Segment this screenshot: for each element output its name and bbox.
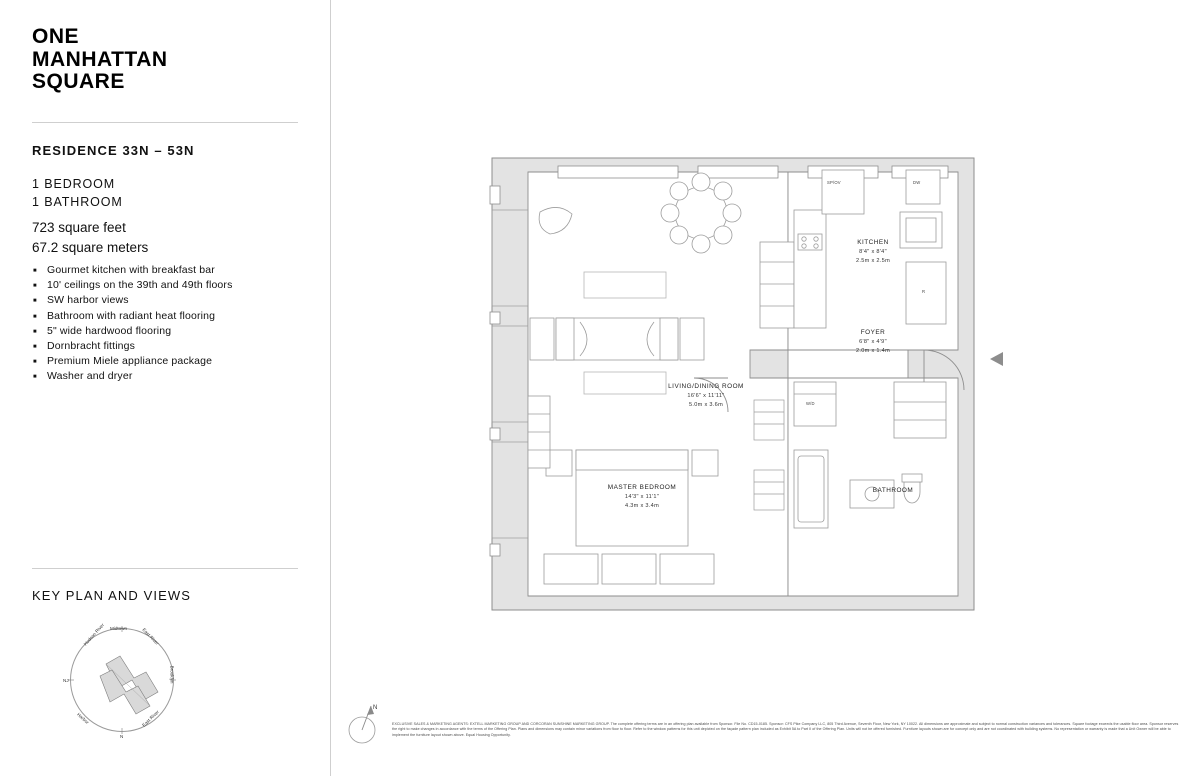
list-item: ■ Premium Miele appliance package — [33, 354, 313, 369]
floor-plan — [488, 150, 988, 612]
floor-plan-svg — [488, 150, 988, 612]
legal-disclaimer: EXCLUSIVE SALES & MARKETING AGENTS: EXTELL MARKETING GROUP AND CORCORAN SUNSHINE MARKETING GROUP. The complete offering terms are in an offering plan available from Sponsor. File No. CD15-0185. Sponsor: CFS Pike Company LLC, 805 Third Avenue, Seventh Floor, New York, NY 10022. All dimensions are approximate and subject to normal construction variances and tolerances. Square footage exceeds the usable floor area. Sponsor reserves the right to make changes in accordance with the terms of the Offering Plan. Plans and dimensions may contain minor variations from floor to floor. Refer to the window patterns for this unit depicted on the façade pattern plan included as Exhibit 5A to Part II of the Offering Plan. Units will not be offered furnished. Furniture layouts shown are for concept only and are not coordinated with building systems. No representation or warranty is made that a Unit Owner will be able to implement the furniture layout shown above. Equal Housing Opportunity. — [392, 722, 1179, 737]
feature-list — [33, 263, 313, 385]
brand-logo — [32, 26, 168, 94]
keyplan-label-midtown: Midtown — [110, 626, 128, 631]
info-panel — [0, 0, 330, 776]
appliance-label-washer-dryer: W/D — [806, 401, 815, 406]
divider-bottom — [32, 568, 298, 569]
entry-direction-arrow — [990, 352, 1003, 366]
room-label-foyer: FOYER 6'8" x 4'9" 2.0m x 1.4m — [855, 329, 891, 354]
list-item: ■ 5" wide hardwood flooring — [33, 324, 313, 339]
panel-divider — [330, 0, 331, 776]
list-item: ■ Gourmet kitchen with breakfast bar — [33, 263, 313, 278]
north-label: N — [373, 705, 378, 711]
north-arrow-svg — [345, 700, 385, 746]
keyplan-label-nj: NJ — [63, 678, 69, 683]
keyplan-svg — [60, 620, 184, 744]
bedroom-count: 1 BEDROOM — [32, 177, 116, 191]
appliance-label-refrigerator: R — [922, 289, 926, 294]
keyplan-diagram — [60, 620, 180, 740]
keyplan-label-east-river-bottom: East River — [141, 709, 160, 728]
bathroom-count: 1 BATHROOM — [32, 195, 123, 210]
room-label-bathroom: BATHROOM — [872, 487, 914, 494]
divider-top — [32, 122, 298, 123]
north-arrow — [345, 700, 385, 746]
list-item: ■ 10' ceilings on the 39th and 49th floors — [33, 278, 313, 293]
keyplan-title: KEY PLAN AND VIEWS — [32, 588, 191, 603]
list-item: ■ Bathroom with radiant heat flooring — [33, 309, 313, 324]
room-label-master-bedroom: MASTER BEDROOM 14'3" x 11'1" 4.3m x 3.4m — [607, 484, 677, 509]
room-label-kitchen: KITCHEN 8'4" x 8'4" 2.5m x 2.5m — [855, 239, 891, 264]
brand-line-3: SQUARE — [32, 70, 125, 94]
area-square-feet: 723 square feet — [32, 220, 126, 235]
list-item: ■ Dornbracht fittings — [33, 339, 313, 354]
list-item: ■ SW harbor views — [33, 293, 313, 308]
brand-line-1: ONE — [32, 25, 80, 48]
residence-area — [32, 218, 148, 257]
keyplan-label-east-river-top: East River — [141, 627, 160, 646]
keyplan-label-brooklyn: Brooklyn — [169, 665, 175, 684]
keyplan-label-harbor: Harbor — [76, 711, 90, 726]
keyplan-label-hudson-river: Hudson River — [82, 622, 106, 647]
residence-title: RESIDENCE 33N – 53N — [32, 143, 195, 158]
appliance-label-dishwasher: DW — [913, 180, 921, 185]
appliance-label-speed-oven: SP/OV — [827, 180, 841, 185]
keyplan-compass-letter: N — [120, 734, 124, 739]
room-label-living-dining: LIVING/DINING ROOM 16'6" x 11'11" 5.0m x 3.6m — [668, 383, 744, 408]
list-item: ■ Washer and dryer — [33, 369, 313, 384]
residence-rooms — [32, 175, 123, 211]
brand-line-2: MANHATTAN — [32, 47, 168, 71]
area-square-meters: 67.2 square meters — [32, 239, 149, 255]
